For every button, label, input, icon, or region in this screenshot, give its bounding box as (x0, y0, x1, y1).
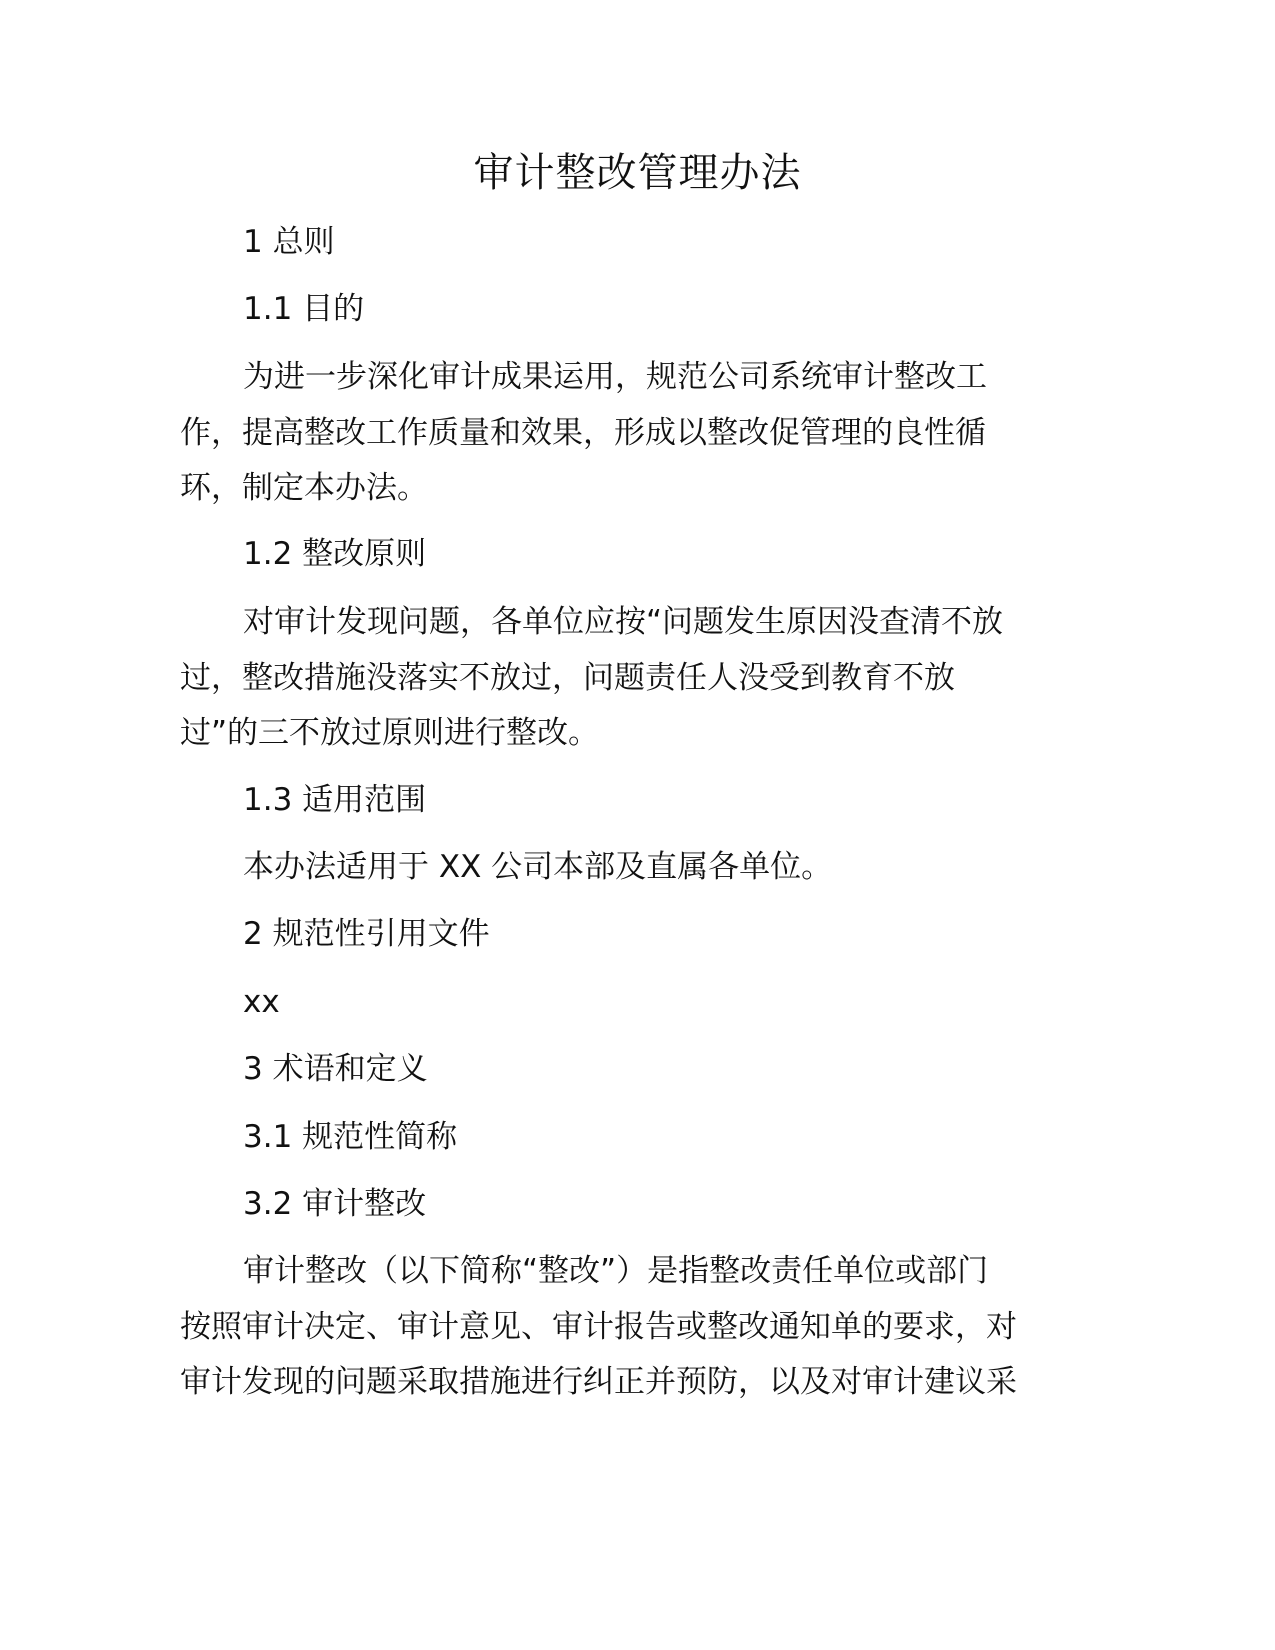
paragraph (180, 1042, 1050, 1098)
paragraph-line: 3.1 规范性简称 (243, 1119, 458, 1155)
paragraph-line: 本办法适用于 XX 公司本部及直属各单位。 (243, 849, 833, 885)
paragraph-line: 过，整改措施没落实不放过，问题责任人没受到教育不放 (180, 659, 955, 696)
document-title: 审计整改管理办法 (473, 150, 802, 196)
paragraph-line: 3.2 审计整改 (243, 1186, 427, 1222)
paragraph-line: 过”的三不放过原则进行整改。 (180, 715, 600, 751)
paragraph-line: 环，制定本办法。 (180, 470, 428, 506)
paragraph-line: 对审计发现问题，各单位应按“问题发生原因没查清不放 (243, 604, 1004, 640)
paragraph (180, 840, 1050, 896)
paragraph-line: 审计整改（以下简称“整改”）是指整改责任单位或部门 (243, 1253, 989, 1289)
paragraph-line: 1.1 目的 (243, 291, 365, 327)
paragraph-line: 为进一步深化审计成果运用，规范公司系统审计整改工 (243, 359, 987, 395)
paragraph (180, 595, 1050, 762)
paragraph-line: 1.3 适用范围 (243, 782, 427, 818)
paragraph-line: 按照审计决定、审计意见、审计报告或整改通知单的要求，对 (180, 1308, 1017, 1345)
paragraph (180, 350, 1050, 517)
paragraph (180, 1110, 1050, 1166)
paragraph (180, 282, 1050, 338)
paragraph-line: 1.2 整改原则 (243, 536, 427, 572)
paragraph (180, 527, 1050, 583)
paragraph (180, 773, 1050, 829)
paragraph-line: 3 术语和定义 (243, 1051, 428, 1087)
paragraph-line: 作，提高整改工作质量和效果，形成以整改促管理的良性循 (180, 414, 986, 451)
paragraph (180, 1244, 1050, 1411)
paragraph (180, 975, 1050, 1031)
paragraph-line: 2 规范性引用文件 (243, 916, 490, 952)
paragraph (180, 1177, 1050, 1233)
paragraph (180, 215, 1050, 271)
paragraph-line: 审计发现的问题采取措施进行纠正并预防，以及对审计建议采 (180, 1364, 1017, 1400)
paragraph-line: xx (243, 984, 280, 1020)
paragraph (180, 907, 1050, 963)
paragraph-line: 1 总则 (243, 224, 335, 260)
